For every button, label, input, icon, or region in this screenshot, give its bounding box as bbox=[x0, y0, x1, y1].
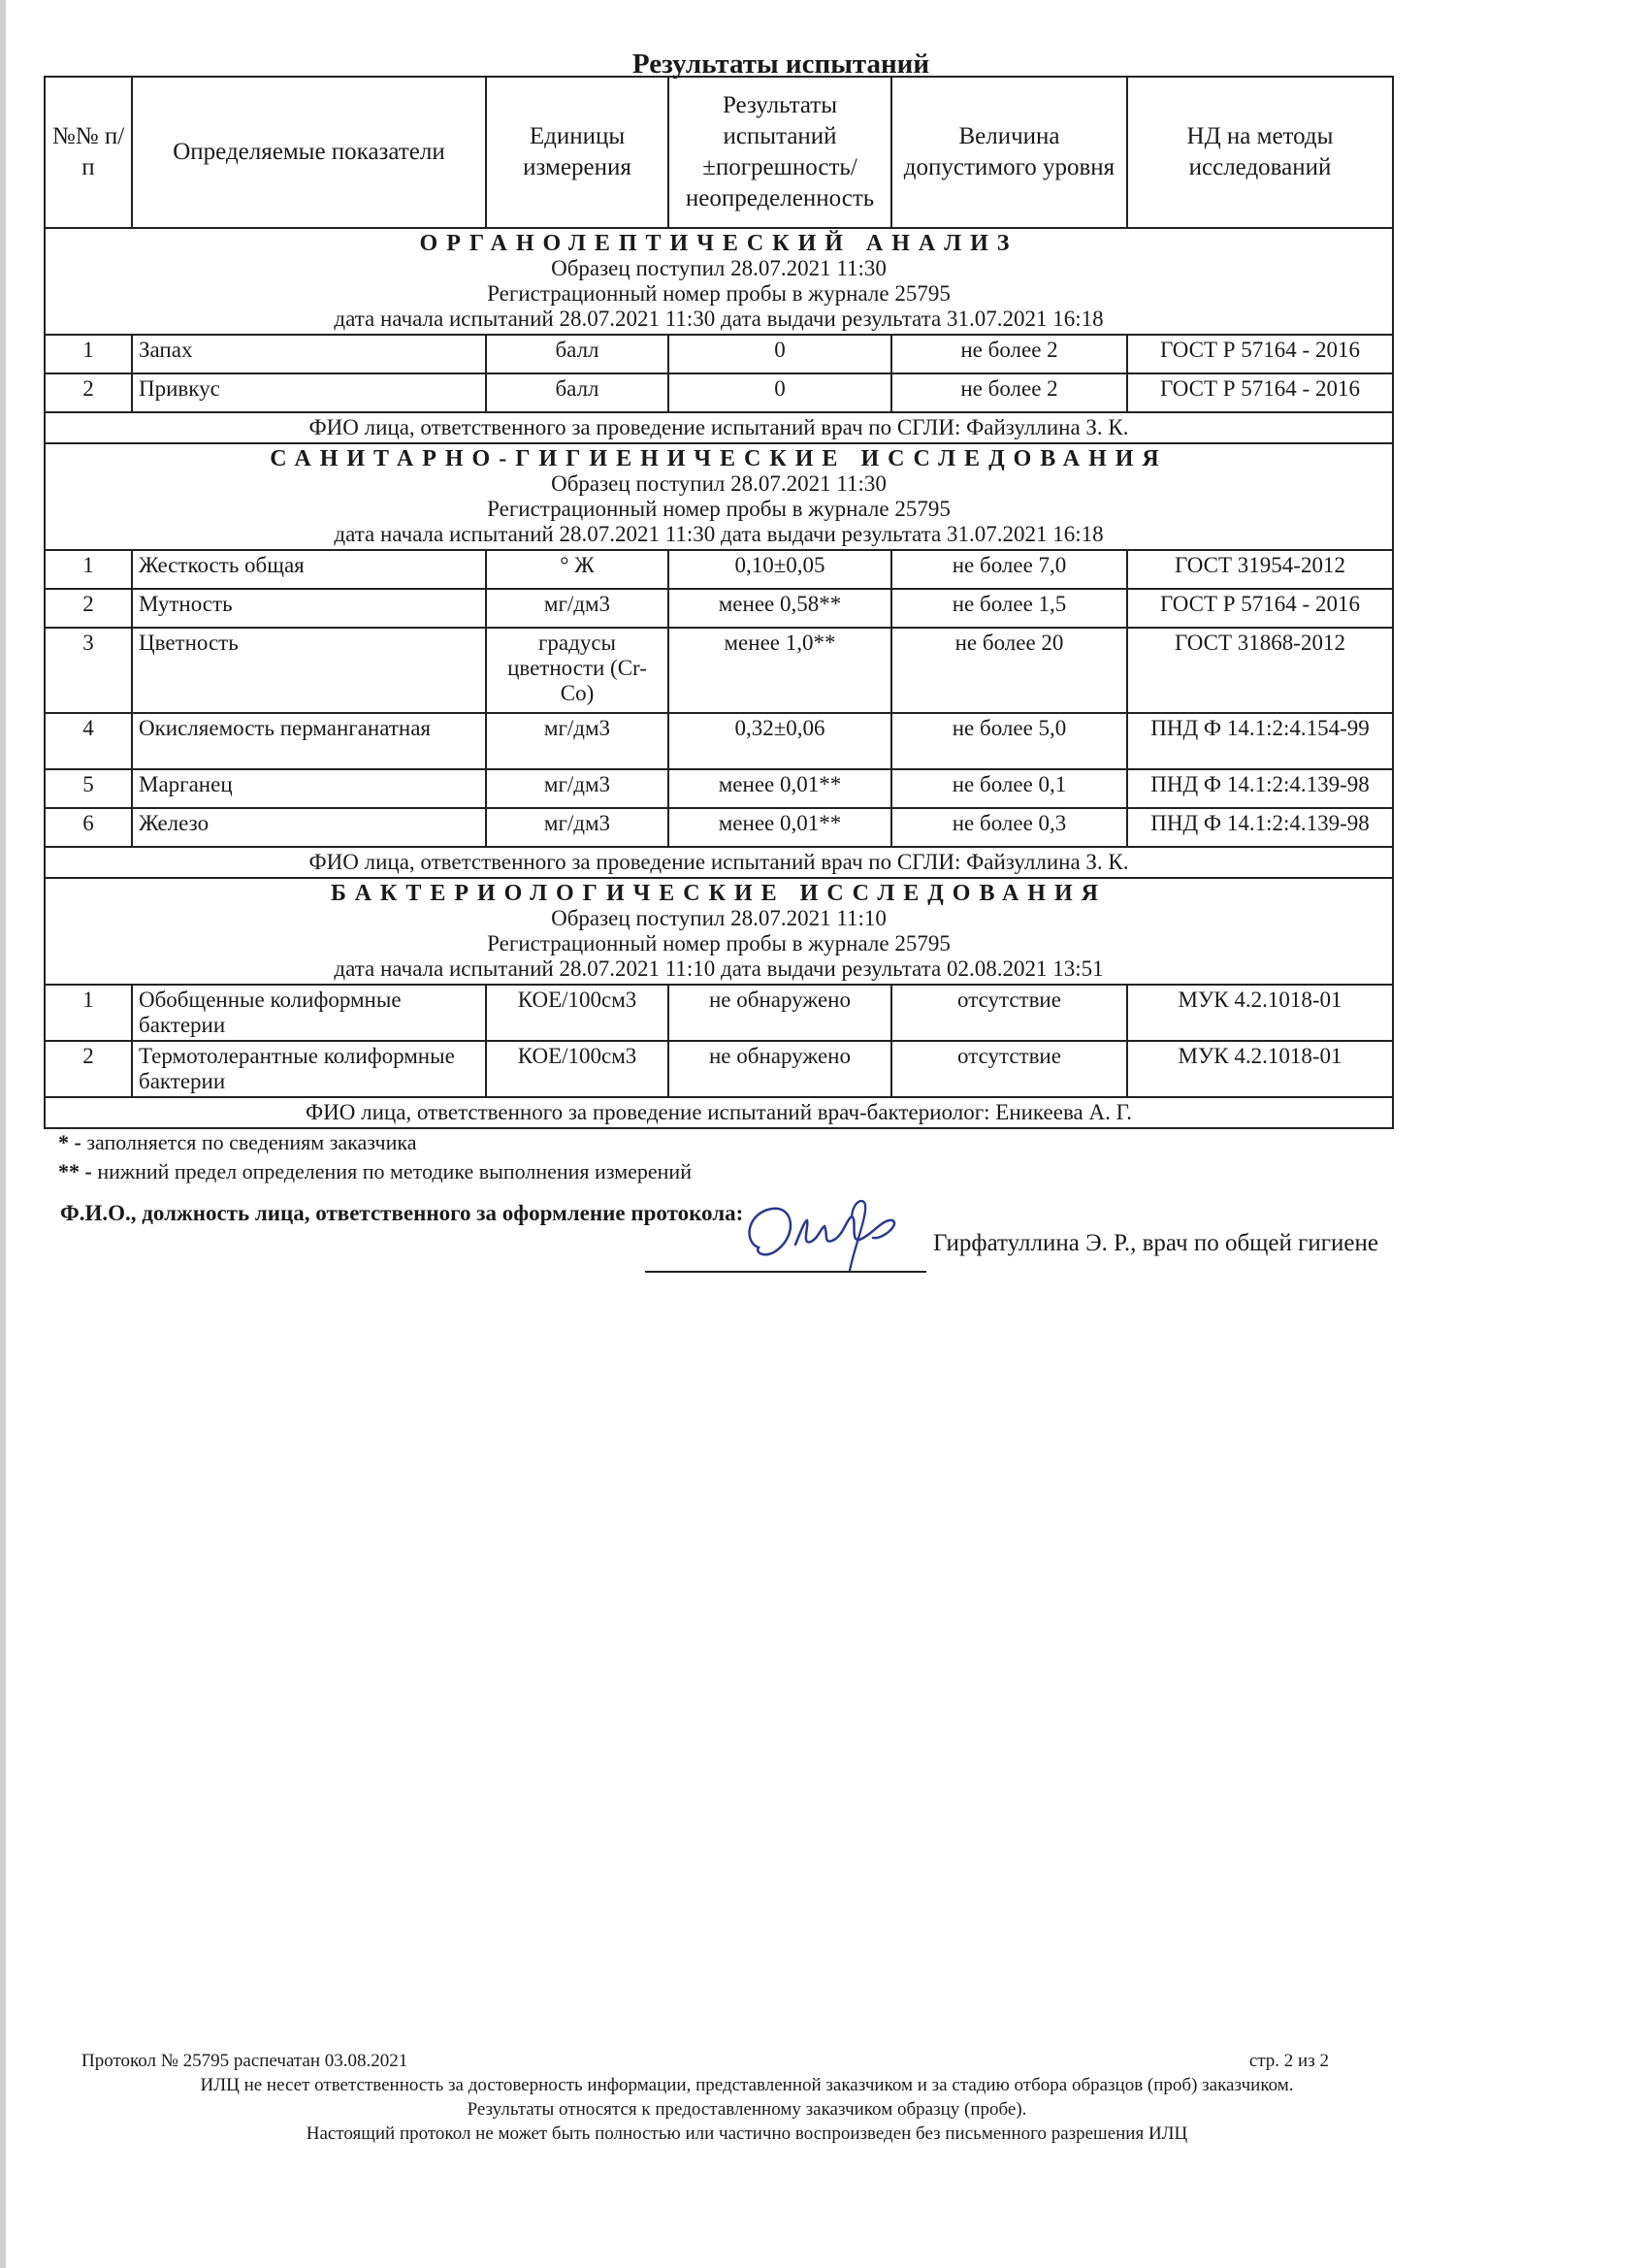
row-unit: балл bbox=[486, 335, 668, 373]
header-result: Результаты испытаний ±погрешность/ неопределенность bbox=[668, 77, 891, 228]
header-indicator: Определяемые показатели bbox=[132, 77, 486, 228]
table-row bbox=[45, 589, 1393, 628]
table-row bbox=[45, 373, 1393, 412]
row-result: не обнаружено bbox=[668, 985, 891, 1041]
table-row bbox=[45, 335, 1393, 373]
row-result: 0,32±0,06 bbox=[668, 713, 891, 769]
row-indicator: Марганец bbox=[132, 769, 486, 808]
row-method: ГОСТ Р 57164 - 2016 bbox=[1127, 335, 1393, 373]
test-dates: дата начала испытаний 28.07.2021 11:10 дата выдачи результата 02.08.2021 13:51 bbox=[334, 956, 1104, 981]
registration-number: Регистрационный номер пробы в журнале 25795 bbox=[487, 931, 951, 956]
section-header bbox=[45, 228, 1393, 335]
registration-number: Регистрационный номер пробы в журнале 25795 bbox=[487, 497, 951, 521]
section-header bbox=[45, 878, 1393, 985]
header-num: №№ п/п bbox=[45, 77, 132, 228]
handwritten-signature bbox=[737, 1191, 912, 1279]
footer-disclaimer: Настоящий протокол не может быть полностью или частично воспроизведен без письменного разрешения ИЛЦ bbox=[306, 2123, 1188, 2144]
responsible-row bbox=[45, 847, 1393, 878]
row-method: МУК 4.2.1018-01 bbox=[1127, 985, 1393, 1041]
protocol-print-info: Протокол № 25795 распечатан 03.08.2021 bbox=[81, 2051, 408, 2071]
row-num: 5 bbox=[45, 769, 132, 808]
row-num: 2 bbox=[45, 373, 132, 412]
row-indicator: Мутность bbox=[132, 589, 486, 628]
row-result: менее 0,58** bbox=[668, 589, 891, 628]
header-units: Единицы измерения bbox=[486, 77, 668, 228]
row-limit: не более 20 bbox=[891, 628, 1127, 713]
row-num: 3 bbox=[45, 628, 132, 713]
row-num: 1 bbox=[45, 335, 132, 373]
responsible-row bbox=[45, 412, 1393, 443]
row-result: не обнаружено bbox=[668, 1041, 891, 1097]
footnotes bbox=[58, 1128, 692, 1186]
row-limit: не более 0,1 bbox=[891, 769, 1127, 808]
page-number: стр. 2 из 2 bbox=[1248, 2051, 1329, 2071]
row-result: 0 bbox=[668, 335, 891, 373]
table-row bbox=[45, 985, 1393, 1041]
row-num: 4 bbox=[45, 713, 132, 769]
page-footer bbox=[78, 2049, 1416, 2146]
row-method: МУК 4.2.1018-01 bbox=[1127, 1041, 1393, 1097]
row-result: менее 1,0** bbox=[668, 628, 891, 713]
row-result: менее 0,01** bbox=[668, 808, 891, 847]
section-header bbox=[45, 443, 1393, 550]
sample-received: Образец поступил 28.07.2021 11:10 bbox=[551, 906, 887, 930]
test-dates: дата начала испытаний 28.07.2021 11:30 дата выдачи результата 31.07.2021 16:18 bbox=[334, 307, 1104, 331]
row-num: 6 bbox=[45, 808, 132, 847]
row-method: ПНД Ф 14.1:2:4.139-98 bbox=[1127, 808, 1393, 847]
results-table bbox=[44, 76, 1394, 1129]
signer-name: Гирфатуллина Э. Р., врач по общей гигиене bbox=[933, 1230, 1378, 1256]
row-method: ГОСТ 31954-2012 bbox=[1127, 550, 1393, 589]
row-unit: КОЕ/100см3 bbox=[486, 1041, 668, 1097]
row-limit: не более 0,3 bbox=[891, 808, 1127, 847]
section-title: САНИТАРНО-ГИГИЕНИЧЕСКИЕ ИССЛЕДОВАНИЯ bbox=[270, 446, 1168, 471]
row-limit: отсутствие bbox=[891, 1041, 1127, 1097]
registration-number: Регистрационный номер пробы в журнале 25795 bbox=[487, 281, 951, 306]
section-title: БАКТЕРИОЛОГИЧЕСКИЕ ИССЛЕДОВАНИЯ bbox=[331, 881, 1107, 906]
row-num: 1 bbox=[45, 550, 132, 589]
row-result: 0 bbox=[668, 373, 891, 412]
row-unit: мг/дм3 bbox=[486, 713, 668, 769]
header-limit: Величина допустимого уровня bbox=[891, 77, 1127, 228]
row-num: 1 bbox=[45, 985, 132, 1041]
row-limit: не более 7,0 bbox=[891, 550, 1127, 589]
row-num: 2 bbox=[45, 1041, 132, 1097]
footnote-text: нижний предел определения по методике выполнения измерений bbox=[91, 1159, 692, 1183]
row-indicator: Окисляемость перманганатная bbox=[132, 713, 486, 769]
row-method: ПНД Ф 14.1:2:4.154-99 bbox=[1127, 713, 1393, 769]
row-indicator: Запах bbox=[132, 335, 486, 373]
responsible-person: ФИО лица, ответственного за проведение испытаний врач по СГЛИ: Файзуллина З. К. bbox=[45, 847, 1393, 878]
table-row bbox=[45, 1041, 1393, 1097]
scan-edge bbox=[0, 0, 6, 2268]
row-limit: не более 2 bbox=[891, 373, 1127, 412]
row-unit: мг/дм3 bbox=[486, 589, 668, 628]
row-indicator: Жесткость общая bbox=[132, 550, 486, 589]
row-unit: градусы цветности (Cr-Co) bbox=[486, 628, 668, 713]
row-limit: не более 5,0 bbox=[891, 713, 1127, 769]
row-method: ГОСТ Р 57164 - 2016 bbox=[1127, 373, 1393, 412]
row-indicator: Термотолерантные колиформные бактерии bbox=[132, 1041, 486, 1097]
responsible-row bbox=[45, 1097, 1393, 1128]
table-row bbox=[45, 769, 1393, 808]
table-row bbox=[45, 550, 1393, 589]
row-unit: мг/дм3 bbox=[486, 769, 668, 808]
table-row bbox=[45, 713, 1393, 769]
table-row bbox=[45, 808, 1393, 847]
row-unit: ° Ж bbox=[486, 550, 668, 589]
row-indicator: Привкус bbox=[132, 373, 486, 412]
row-limit: не более 1,5 bbox=[891, 589, 1127, 628]
row-unit: балл bbox=[486, 373, 668, 412]
row-indicator: Обобщенные колиформные бактерии bbox=[132, 985, 486, 1041]
footer-disclaimer: ИЛЦ не несет ответственность за достоверность информации, представленной заказчиком и за стадию отбора образцов (проб) заказчиком. bbox=[200, 2075, 1294, 2095]
table-row bbox=[45, 628, 1393, 713]
row-result: менее 0,01** bbox=[668, 769, 891, 808]
signer-label: Ф.И.О., должность лица, ответственного за оформление протокола: bbox=[60, 1201, 744, 1225]
footnote-two-star bbox=[58, 1157, 692, 1186]
header-method: НД на методы исследований bbox=[1127, 77, 1393, 228]
row-limit: отсутствие bbox=[891, 985, 1127, 1041]
row-limit: не более 2 bbox=[891, 335, 1127, 373]
row-unit: мг/дм3 bbox=[486, 808, 668, 847]
row-method: ГОСТ 31868-2012 bbox=[1127, 628, 1393, 713]
test-dates: дата начала испытаний 28.07.2021 11:30 дата выдачи результата 31.07.2021 16:18 bbox=[334, 522, 1104, 546]
footer-top-row bbox=[78, 2049, 1416, 2073]
sample-received: Образец поступил 28.07.2021 11:30 bbox=[551, 471, 887, 496]
row-method: ГОСТ Р 57164 - 2016 bbox=[1127, 589, 1393, 628]
row-result: 0,10±0,05 bbox=[668, 550, 891, 589]
section-title: ОРГАНОЛЕПТИЧЕСКИЙ АНАЛИЗ bbox=[419, 231, 1018, 256]
row-indicator: Железо bbox=[132, 808, 486, 847]
footnote-mark: * - bbox=[58, 1130, 81, 1154]
footnote-mark: ** - bbox=[58, 1159, 92, 1183]
page-title: Результаты испытаний bbox=[631, 49, 930, 80]
row-unit: КОЕ/100см3 bbox=[486, 985, 668, 1041]
row-num: 2 bbox=[45, 589, 132, 628]
sample-received: Образец поступил 28.07.2021 11:30 bbox=[551, 256, 887, 280]
footnote-one-star bbox=[58, 1128, 692, 1157]
header-row bbox=[45, 77, 1393, 228]
responsible-person: ФИО лица, ответственного за проведение испытаний врач по СГЛИ: Файзуллина З. К. bbox=[45, 412, 1393, 443]
row-method: ПНД Ф 14.1:2:4.139-98 bbox=[1127, 769, 1393, 808]
footer-disclaimer: Результаты относятся к предоставленному заказчиком образцу (пробе). bbox=[467, 2099, 1027, 2120]
footnote-text: заполняется по сведениям заказчика bbox=[81, 1130, 417, 1154]
signature-line bbox=[645, 1271, 926, 1273]
row-indicator: Цветность bbox=[132, 628, 486, 713]
responsible-person: ФИО лица, ответственного за проведение испытаний врач-бактериолог: Еникеева А. Г. bbox=[45, 1097, 1393, 1128]
